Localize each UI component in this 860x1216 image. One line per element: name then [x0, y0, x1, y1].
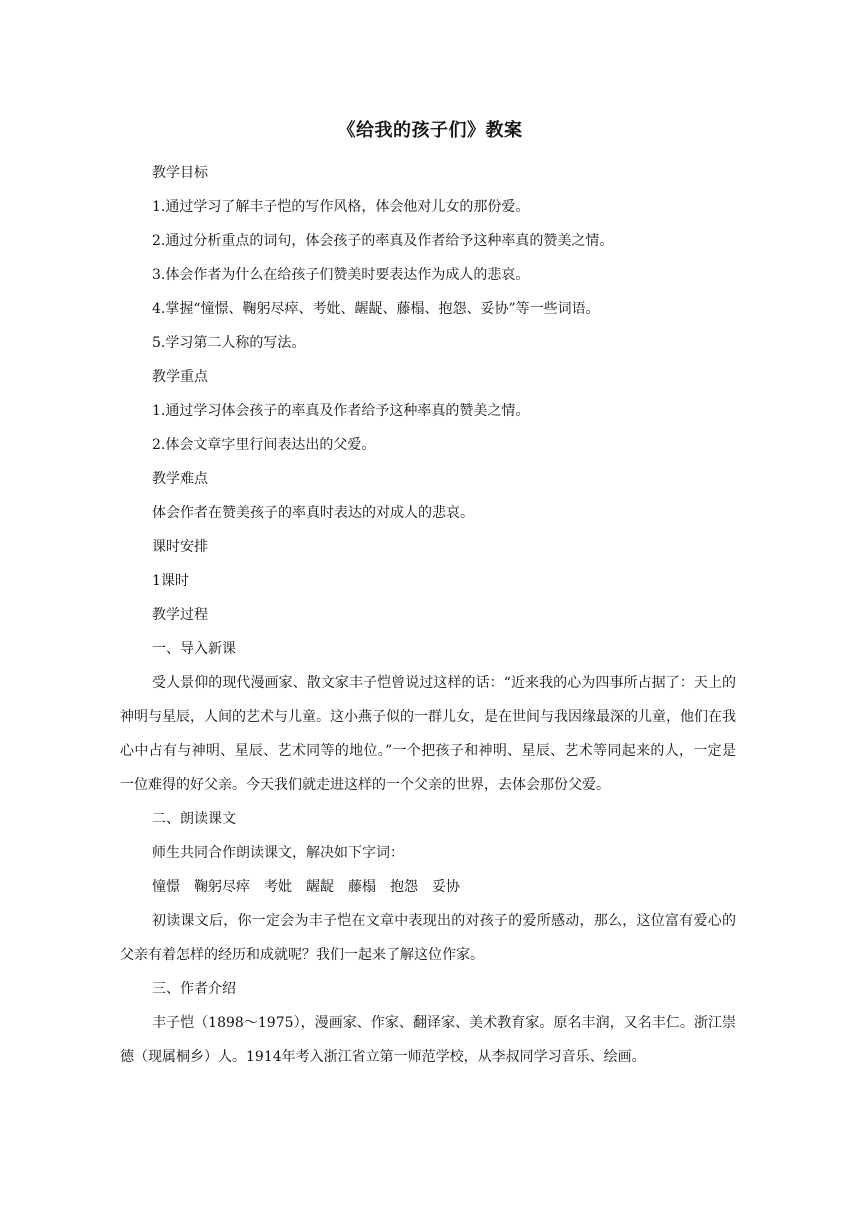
difficulty-heading: 教学难点: [152, 471, 208, 487]
document-title: 《给我的孩子们》教案: [337, 120, 523, 141]
part2-heading: 二、朗读课文: [152, 811, 236, 827]
key-point-2: 2.体会文章字里行间表达出的父爱。: [152, 437, 376, 453]
goal-item-2: 2.通过分析重点的词句，体会孩子的率真及作者给予这种率真的赞美之情。: [152, 233, 614, 249]
document-body: [120, 156, 736, 1074]
process-heading: 教学过程: [152, 607, 208, 623]
part2-word-list: 憧憬 鞠躬尽瘁 考妣 龌龊 藤榻 抱怨 妥协: [152, 879, 460, 895]
part3-heading: 三、作者介绍: [152, 981, 236, 997]
part1-heading: 一、导入新课: [152, 641, 236, 657]
difficulty-text: 体会作者在赞美孩子的率真时表达的对成人的悲哀。: [152, 505, 474, 521]
goal-item-1: 1.通过学习了解丰子恺的写作风格，体会他对儿女的那份爱。: [152, 199, 530, 215]
goal-item-4: 4.掌握“憧憬、鞠躬尽瘁、考妣、龌龊、藤榻、抱怨、妥协”等一些词语。: [152, 301, 600, 317]
goal-item-5: 5.学习第二人称的写法。: [152, 335, 306, 351]
goals-heading: 教学目标: [152, 165, 208, 181]
part3-paragraph: 丰子恺（1898～1975），漫画家、作家、翻译家、美术教育家。原名丰润，又名丰仁。浙江崇德（现属桐乡）人。1914年考入浙江省立第一师范学校，从李叔同学习音乐、绘画。: [120, 1015, 736, 1065]
schedule-text: 1课时: [152, 573, 189, 589]
key-point-1: 1.通过学习体会孩子的率真及作者给予这种率真的赞美之情。: [152, 403, 530, 419]
key-heading: 教学重点: [152, 369, 208, 385]
part2-paragraph: 初读课文后，你一定会为丰子恺在文章中表现出的对孩子的爱所感动，那么，这位富有爱心的父亲有着怎样的经历和成就呢？我们一起来了解这位作家。: [120, 913, 736, 963]
part2-intro: 师生共同合作朗读课文，解决如下字词：: [152, 845, 404, 861]
goal-item-3: 3.体会作者为什么在给孩子们赞美时要表达作为成人的悲哀。: [152, 267, 530, 283]
schedule-heading: 课时安排: [152, 539, 208, 555]
part1-paragraph: 受人景仰的现代漫画家、散文家丰子恺曾说过这样的话：“近来我的心为四事所占据了：天上的神明与星辰，人间的艺术与儿童。这小燕子似的一群儿女，是在世间与我因缘最深的儿童，他们在我心中占有与神明、星辰、艺术同等的地位。”一个把孩子和神明、星辰、艺术等同起来的人，一定是一位难得的好父亲。今天我们就走进这样的一个父亲的世界，去体会那份父爱。: [120, 675, 736, 793]
